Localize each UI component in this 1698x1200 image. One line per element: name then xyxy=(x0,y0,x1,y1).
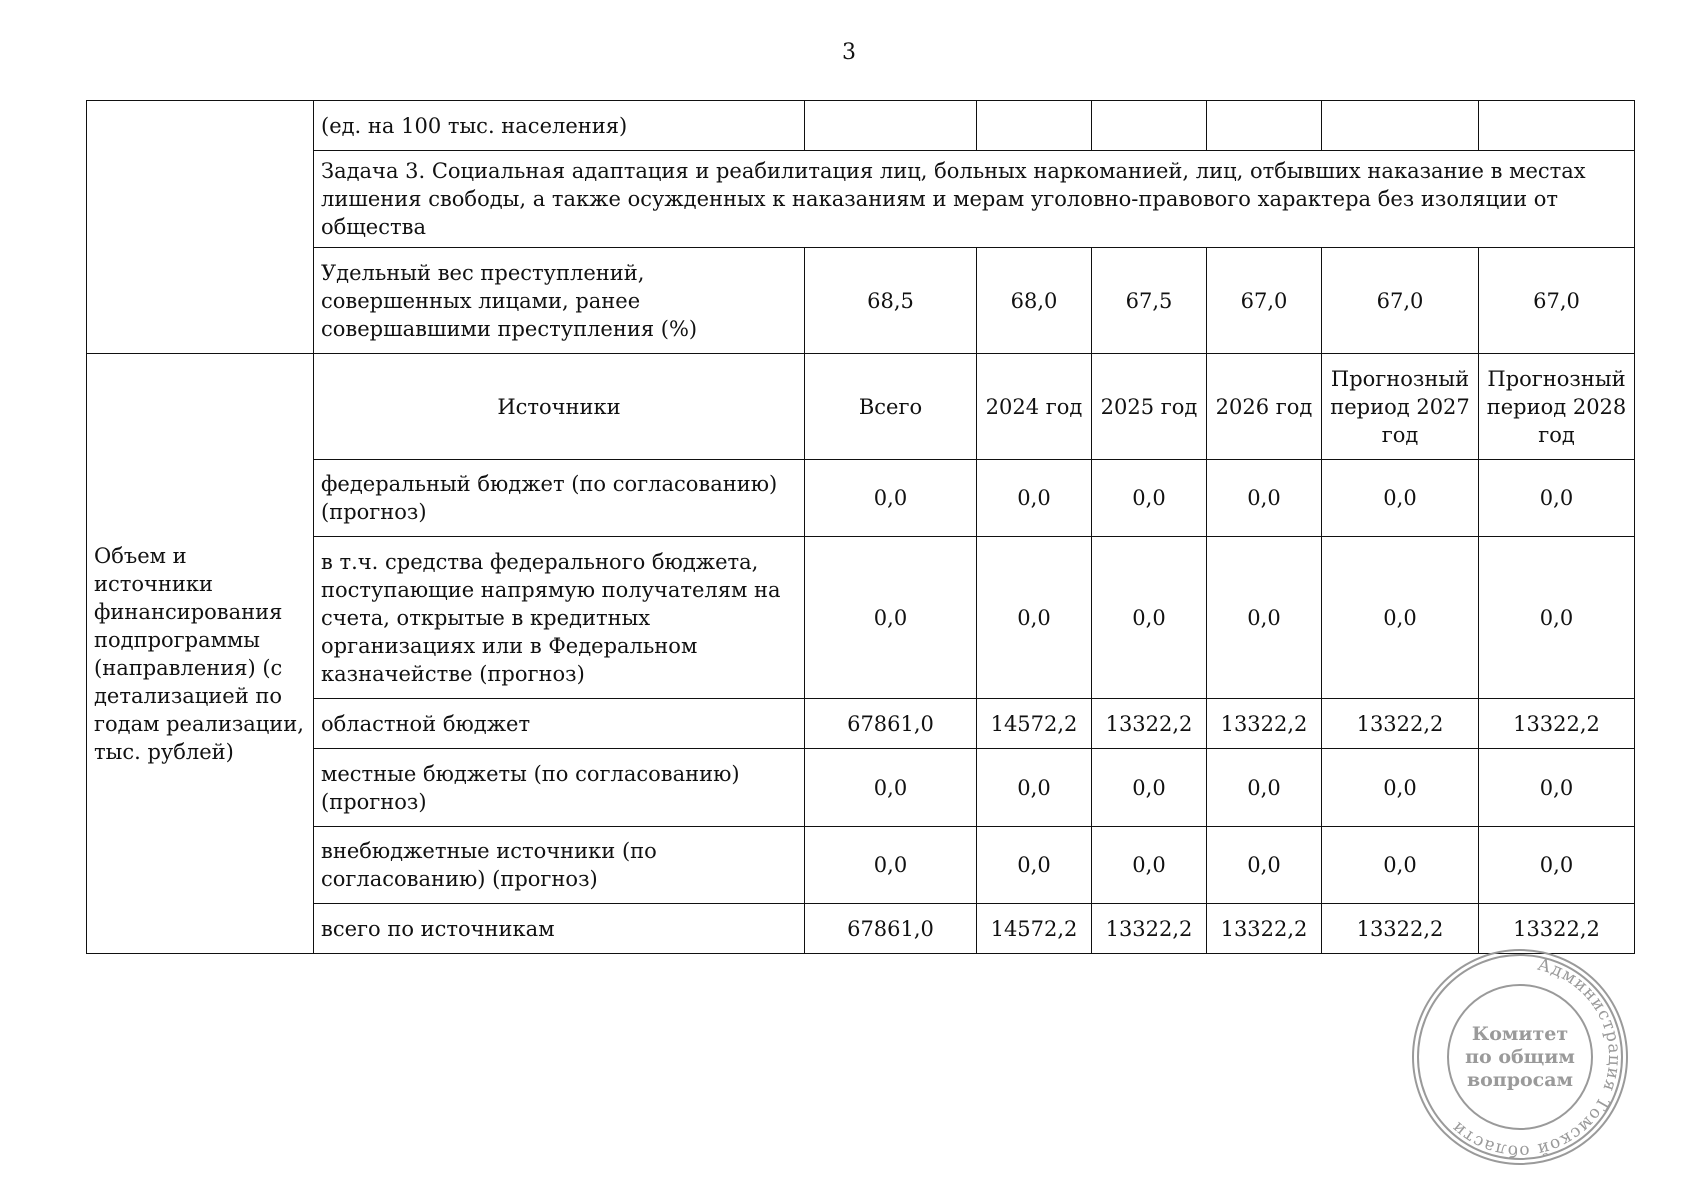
header-2027: Прогнозный период 2027 год xyxy=(1322,354,1479,460)
header-sources: Источники xyxy=(314,354,805,460)
amount-cell: 13322,2 xyxy=(1479,699,1635,749)
source-name: федеральный бюджет (по согласованию) (прогноз) xyxy=(314,460,805,537)
header-2026: 2026 год xyxy=(1207,354,1322,460)
amount-cell: 13322,2 xyxy=(1092,699,1207,749)
indicator-value: 68,5 xyxy=(805,248,977,354)
financing-row xyxy=(87,827,1635,904)
indicator-row xyxy=(87,248,1635,354)
task-3-text: Задача 3. Социальная адаптация и реабилитация лиц, больных наркоманией, лиц, отбывших наказание в местах лишения свободы, а также осужденных к наказаниям и мерам уголовно-правового характера без изоляции от общества xyxy=(314,151,1635,248)
amount-cell: 0,0 xyxy=(1479,460,1635,537)
amount-cell: 0,0 xyxy=(1207,827,1322,904)
amount-cell: 0,0 xyxy=(1092,537,1207,699)
official-stamp xyxy=(1409,946,1631,1168)
amount-cell: 13322,2 xyxy=(1322,904,1479,954)
stamp-center-line: по общим xyxy=(1465,1046,1575,1068)
header-total: Всего xyxy=(805,354,977,460)
source-name: всего по источникам xyxy=(314,904,805,954)
unit-row xyxy=(87,101,1635,151)
financing-header-row xyxy=(87,354,1635,460)
indicator-value: 67,0 xyxy=(1322,248,1479,354)
source-name: внебюджетные источники (по согласованию) (прогноз) xyxy=(314,827,805,904)
amount-cell: 0,0 xyxy=(1322,749,1479,827)
indicator-value: 67,5 xyxy=(1092,248,1207,354)
financing-row xyxy=(87,749,1635,827)
financing-row xyxy=(87,699,1635,749)
header-2028: Прогнозный период 2028 год xyxy=(1479,354,1635,460)
source-name: местные бюджеты (по согласованию) (прогноз) xyxy=(314,749,805,827)
amount-cell: 13322,2 xyxy=(1479,904,1635,954)
amount-cell: 0,0 xyxy=(1207,460,1322,537)
amount-cell: 0,0 xyxy=(1479,827,1635,904)
task-row xyxy=(87,151,1635,248)
indicator-value: 68,0 xyxy=(977,248,1092,354)
amount-cell: 0,0 xyxy=(1479,537,1635,699)
indicator-value: 67,0 xyxy=(1479,248,1635,354)
amount-cell: 0,0 xyxy=(1322,537,1479,699)
financing-row xyxy=(87,537,1635,699)
amount-cell: 13322,2 xyxy=(1322,699,1479,749)
amount-cell: 13322,2 xyxy=(1207,904,1322,954)
amount-cell: 13322,2 xyxy=(1207,699,1322,749)
amount-cell: 0,0 xyxy=(1207,537,1322,699)
source-name: областной бюджет xyxy=(314,699,805,749)
stamp-center-line: Комитет xyxy=(1471,1023,1569,1045)
amount-cell: 0,0 xyxy=(1479,749,1635,827)
amount-cell: 13322,2 xyxy=(1092,904,1207,954)
amount-cell: 14572,2 xyxy=(977,699,1092,749)
stamp-ring-text: Администрация Томской области xyxy=(1447,954,1625,1162)
indicator-value: 67,0 xyxy=(1207,248,1322,354)
amount-cell: 67861,0 xyxy=(805,699,977,749)
amount-cell: 0,0 xyxy=(977,460,1092,537)
header-2024: 2024 год xyxy=(977,354,1092,460)
financing-total-row xyxy=(87,904,1635,954)
amount-cell: 0,0 xyxy=(1322,460,1479,537)
amount-cell: 14572,2 xyxy=(977,904,1092,954)
financing-label: Объем и источники финансирования подпрограммы (направления) (с детализацией по годам реализации, тыс. рублей) xyxy=(87,354,314,954)
source-name: в т.ч. средства федерального бюджета, поступающие напрямую получателям на счета, открытые в кредитных организациях или в Федеральном казначействе (прогноз) xyxy=(314,537,805,699)
amount-cell: 0,0 xyxy=(1322,827,1479,904)
amount-cell: 0,0 xyxy=(977,749,1092,827)
amount-cell: 0,0 xyxy=(1092,749,1207,827)
empty-label-cell xyxy=(87,101,314,354)
amount-cell: 0,0 xyxy=(1092,827,1207,904)
page-number: 3 xyxy=(842,40,856,65)
program-table xyxy=(86,100,1635,954)
amount-cell: 0,0 xyxy=(1207,749,1322,827)
amount-cell: 0,0 xyxy=(805,827,977,904)
stamp-center-line: вопросам xyxy=(1466,1069,1574,1091)
amount-cell: 0,0 xyxy=(805,537,977,699)
financing-row xyxy=(87,460,1635,537)
amount-cell: 0,0 xyxy=(977,827,1092,904)
header-2025: 2025 год xyxy=(1092,354,1207,460)
amount-cell: 0,0 xyxy=(805,749,977,827)
amount-cell: 0,0 xyxy=(1092,460,1207,537)
unit-cell: (ед. на 100 тыс. населения) xyxy=(314,101,805,151)
amount-cell: 67861,0 xyxy=(805,904,977,954)
indicator-name: Удельный вес преступлений, совершенных лицами, ранее совершавшими преступления (%) xyxy=(314,248,805,354)
amount-cell: 0,0 xyxy=(977,537,1092,699)
amount-cell: 0,0 xyxy=(805,460,977,537)
